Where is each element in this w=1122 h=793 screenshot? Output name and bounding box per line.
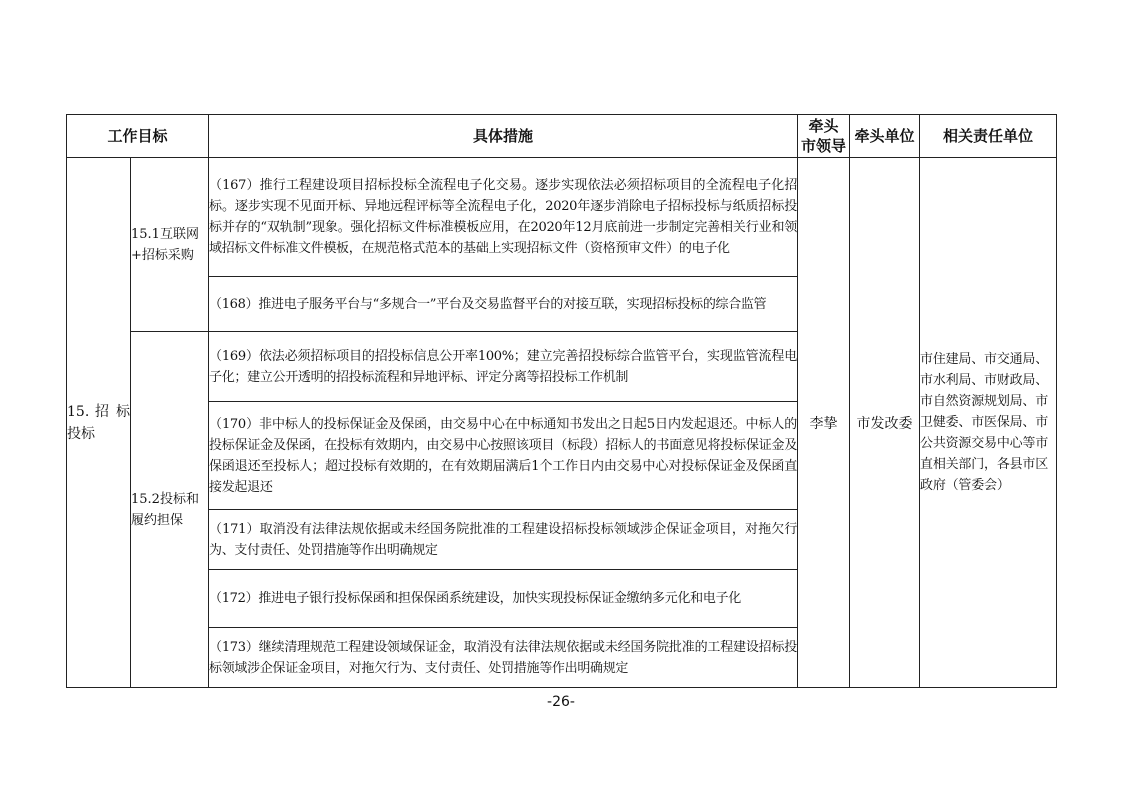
measure-cell: （172）推进电子银行投标保函和担保保函系统建设，加快实现投标保证金缴纳多元化和电子化 <box>209 570 798 628</box>
header-measures: 具体措施 <box>209 115 798 158</box>
header-goal: 工作目标 <box>67 115 209 158</box>
header-lead-unit: 牵头单位 <box>850 115 920 158</box>
page-number: -26- <box>547 694 575 710</box>
measure-cell: （171）取消没有法律法规依据或未经国务院批准的工程建设招标投标领域涉企保证金项目，对拖欠行为、支付责任、处罚措施等作出明确规定 <box>209 510 798 570</box>
header-row <box>67 115 1057 158</box>
leader-cell: 李挚 <box>798 158 850 688</box>
measure-cell: （168）推进电子服务平台与“多规合一”平台及交易监督平台的对接互联，实现招标投标的综合监管 <box>209 277 798 332</box>
table-row <box>67 158 1057 277</box>
measure-cell: （169）依法必须招标项目的招投标信息公开率100%；建立完善招投标综合监管平台，实现监管流程电子化；建立公开透明的招投标流程和异地评标、评定分离等招投标工作机制 <box>209 332 798 402</box>
lead-unit-cell: 市发改委 <box>850 158 920 688</box>
subgoal-cell: 15.1互联网+招标采购 <box>131 158 209 332</box>
goal-cell: 15. 招 标投标 <box>67 158 131 688</box>
header-responsible: 相关责任单位 <box>920 115 1057 158</box>
measure-cell: （173）继续清理规范工程建设领域保证金，取消没有法律法规依据或未经国务院批准的工程建设招标投标领域涉企保证金项目，对拖欠行为、支付责任、处罚措施等作出明确规定 <box>209 628 798 688</box>
responsible-cell: 市住建局、市交通局、市水利局、市财政局、市自然资源规划局、市卫健委、市医保局、市公共资源交易中心等市直相关部门，各县市区政府（管委会） <box>920 158 1057 688</box>
task-table <box>66 114 1057 688</box>
measure-cell: （170）非中标人的投标保证金及保函，由交易中心在中标通知书发出之日起5日内发起退还。中标人的投标保证金及保函，在投标有效期内，由交易中心按照该项目（标段）招标人的书面意见将投标保证金及保函退还至投标人；超过投标有效期的，在有效期届满后1个工作日内由交易中心对投标保证金及保函直接发起退还 <box>209 402 798 510</box>
measure-cell: （167）推行工程建设项目招标投标全流程电子化交易。逐步实现依法必须招标项目的全流程电子化招标。逐步实现不见面开标、异地远程评标等全流程电子化，2020年逐步消除电子招标投标与纸质招标投标并存的“双轨制”现象。强化招标文件标准模板应用，在2020年12月底前进一步制定完善相关行业和领域招标文件标准文件模板，在规范格式范本的基础上实现招标文件（资格预审文件）的电子化 <box>209 158 798 277</box>
header-leader: 牵头 市领导 <box>798 115 850 158</box>
subgoal-cell: 15.2投标和履约担保 <box>131 332 209 688</box>
